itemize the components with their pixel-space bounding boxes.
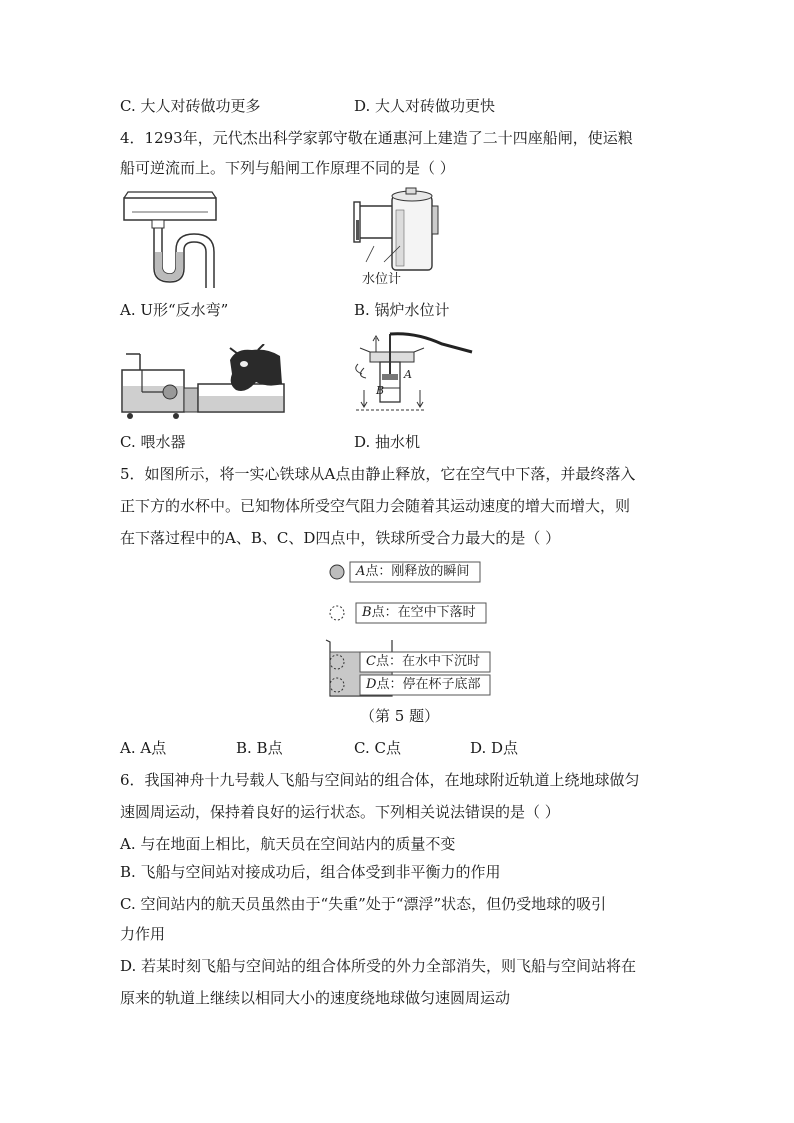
pump-label-a: A (404, 368, 412, 381)
q4-stem-line2: 船可逆流而上。下列与船闸工作原理不同的是（ ） (120, 159, 455, 177)
water-gauge-label: 水位计 (362, 272, 402, 287)
q3-option-c: C. 大人对砖做功更多 (120, 97, 261, 115)
q4-option-c: C. 喂水器 (120, 433, 186, 451)
u-trap-figure (118, 190, 228, 290)
q5-stem-line3: 在下落过程中的A、B、C、D四点中，铁球所受合力最大的是（ ） (120, 529, 561, 547)
q5-option-a: A. A点 (120, 739, 167, 757)
q5-option-c: C. C点 (354, 739, 401, 757)
q5-option-d: D. D点 (470, 739, 519, 757)
water-feeder-figure (118, 344, 288, 424)
pump-label-b: B (376, 384, 385, 397)
q4-option-b: B. 锅炉水位计 (354, 301, 450, 319)
q6-option-b: B. 飞船与空间站对接成功后，组合体受到非平衡力的作用 (120, 863, 501, 881)
label-c-point: C点：在水中下沉时 (366, 654, 480, 669)
q4-option-d: D. 抽水机 (354, 433, 421, 451)
q4-stem-line1: 4．1293年，元代杰出科学家郭守敬在通惠河上建造了二十四座船闸，使运粮 (120, 129, 633, 147)
q6-stem-line1: 6．我国神舟十九号载人飞船与空间站的组合体，在地球附近轨道上绕地球做匀 (120, 771, 640, 789)
q6-option-d-line1: D. 若某时刻飞船与空间站的组合体所受的外力全部消失，则飞船与空间站将在 (120, 957, 637, 975)
q4-option-a: A. U形“反水弯” (120, 301, 229, 319)
q6-option-c-line2: 力作用 (120, 925, 166, 943)
q5-stem-line1: 5．如图所示，将一实心铁球从A点由静止释放，它在空气中下落，并最终落入 (120, 465, 636, 483)
q6-stem-line2: 速圆周运动，保持着良好的运行状态。下列相关说法错误的是（ ） (120, 803, 560, 821)
q5-option-b: B. B点 (236, 739, 283, 757)
figure-caption: （第 5 题） (360, 707, 440, 725)
label-a-point: A点：刚释放的瞬间 (356, 564, 470, 579)
q6-option-d-line2: 原来的轨道上继续以相同大小的速度绕地球做匀速圆周运动 (120, 989, 511, 1007)
q5-stem-line2: 正下方的水杯中。已知物体所受空气阻力会随着其运动速度的增大而增大，则 (120, 497, 631, 515)
q6-option-a: A. 与在地面上相比，航天员在空间站内的质量不变 (120, 835, 456, 853)
label-d-point: D点：停在杯子底部 (366, 677, 481, 692)
q3-option-d: D. 大人对砖做功更快 (354, 97, 496, 115)
pump-figure (346, 330, 476, 420)
label-b-point: B点：在空中下落时 (362, 605, 476, 620)
q6-option-c-line1: C. 空间站内的航天员虽然由于“失重”处于“漂浮”状态，但仍受地球的吸引 (120, 895, 607, 913)
